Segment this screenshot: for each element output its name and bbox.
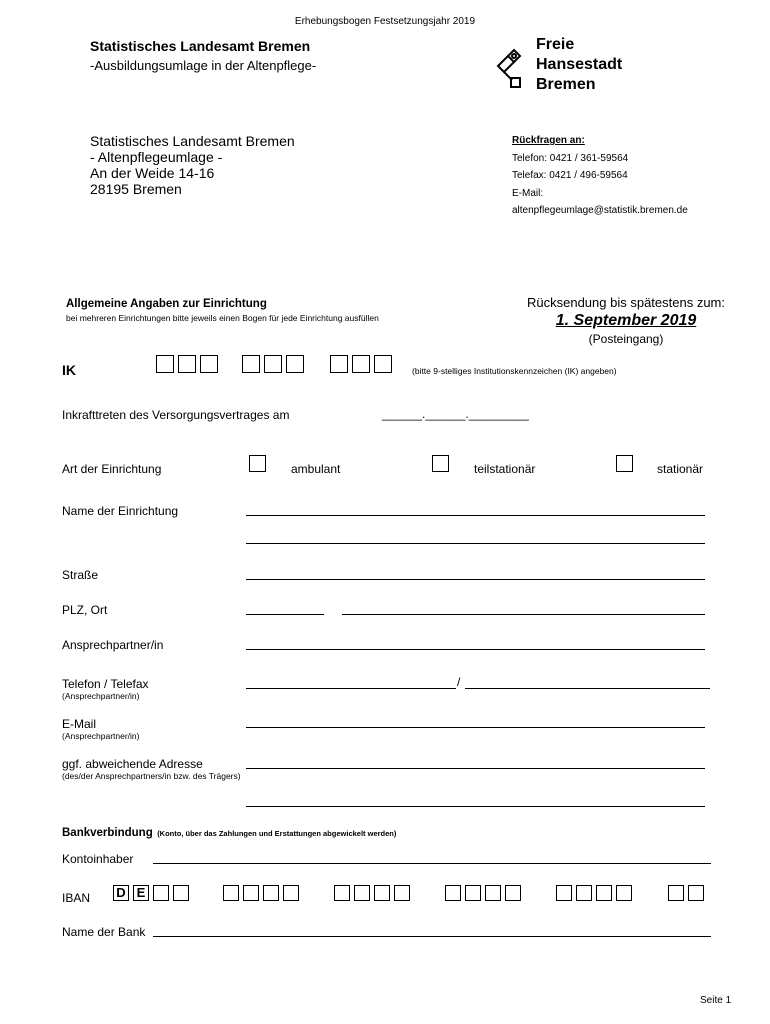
alt-address-sublabel: (des/der Ansprechpartners/in bzw. des Trägers) <box>62 771 241 781</box>
iban-digit-box[interactable] <box>668 885 684 901</box>
ik-digit-box[interactable] <box>352 355 370 373</box>
iban-group-4 <box>445 884 525 902</box>
ik-digit-box[interactable] <box>200 355 218 373</box>
contact-phone: Telefon: 0421 / 361-59564 <box>512 152 629 164</box>
office-name: Statistisches Landesamt Bremen <box>90 38 311 54</box>
iban-digit-box[interactable] <box>173 885 189 901</box>
contact-info <box>512 132 688 220</box>
phone-line[interactable] <box>246 688 456 689</box>
return-address <box>90 133 295 197</box>
section-general-note: bei mehreren Einrichtungen bitte jeweils einen Bogen für jede Einrichtung ausfüllen <box>66 313 379 323</box>
phone-fax-slash: / <box>457 675 461 689</box>
ik-group-3 <box>330 355 396 373</box>
email-line[interactable] <box>246 727 705 728</box>
alt-address-label: ggf. abweichende Adresse <box>62 757 203 771</box>
iban-digit-box[interactable] <box>374 885 390 901</box>
option-stationaer-label: stationär <box>657 462 704 476</box>
iban-digit-box[interactable] <box>688 885 704 901</box>
address-line-1: Statistisches Landesamt Bremen <box>90 133 295 149</box>
iban-digit-box[interactable] <box>223 885 239 901</box>
contract-label: Inkrafttreten des Versorgungsvertrages am <box>62 408 290 422</box>
contact-email: altenpflegeumlage@statistik.bremen.de <box>512 205 688 216</box>
office-subtitle: -Ausbildungsumlage in der Altenpflege- <box>90 58 317 73</box>
iban-country-group <box>113 884 193 902</box>
city-line[interactable] <box>342 614 705 615</box>
street-line[interactable] <box>246 579 705 580</box>
iban-label: IBAN <box>62 891 91 905</box>
contract-date-field[interactable]: ______.______._________ <box>382 407 529 421</box>
bank-title: Bankverbindung <box>62 827 153 839</box>
section-general-title: Allgemeine Angaben zur Einrichtung <box>66 298 267 310</box>
contact-title: Rückfragen an: <box>512 135 585 146</box>
deadline-date: 1. September 2019 <box>555 312 697 329</box>
bremen-coat-of-arms-icon <box>490 44 534 92</box>
iban-digit-box[interactable] <box>485 885 501 901</box>
option-teilstationaer-label: teilstationär <box>474 462 536 476</box>
facility-type-label: Art der Einrichtung <box>62 462 162 476</box>
facility-name-line-2[interactable] <box>246 543 705 544</box>
phone-fax-label: Telefon / Telefax <box>62 677 149 691</box>
option-ambulant-label: ambulant <box>291 462 341 476</box>
iban-digit-box[interactable] <box>576 885 592 901</box>
iban-group-2 <box>223 884 303 902</box>
email-label: E-Mail <box>62 717 97 731</box>
iban-digit-box[interactable] <box>243 885 259 901</box>
iban-digit-box[interactable] <box>465 885 481 901</box>
alt-address-line-1[interactable] <box>246 768 705 769</box>
deadline-note: (Posteingang) <box>588 332 664 346</box>
iban-digit-box[interactable] <box>263 885 279 901</box>
iban-digit-box[interactable] <box>505 885 521 901</box>
alt-address-line-2[interactable] <box>246 806 705 807</box>
address-line-4: 28195 Bremen <box>90 181 182 197</box>
ik-label: IK <box>62 362 76 378</box>
iban-digit-box[interactable] <box>445 885 461 901</box>
iban-group-6 <box>668 884 708 902</box>
zip-city-label: PLZ, Ort <box>62 603 108 617</box>
ik-digit-box[interactable] <box>374 355 392 373</box>
bank-note: (Konto, über das Zahlungen und Erstattungen abgewickelt werden) <box>157 829 397 838</box>
checkbox-ambulant[interactable] <box>249 455 266 472</box>
bank-heading <box>62 823 396 841</box>
ik-digit-box[interactable] <box>330 355 348 373</box>
fax-line[interactable] <box>465 688 710 689</box>
ik-group-1 <box>156 355 222 373</box>
account-holder-label: Kontoinhaber <box>62 852 134 866</box>
iban-digit-box[interactable] <box>394 885 410 901</box>
iban-prefix-d: D <box>113 885 129 901</box>
bank-name-line[interactable] <box>153 936 711 937</box>
ik-digit-box[interactable] <box>264 355 282 373</box>
iban-digit-box[interactable] <box>334 885 350 901</box>
iban-digit-box[interactable] <box>616 885 632 901</box>
ik-digit-box[interactable] <box>178 355 196 373</box>
address-line-3: An der Weide 14-16 <box>90 165 215 181</box>
logo-line-1: Freie <box>536 36 575 53</box>
email-sublabel: (Ansprechpartner/in) <box>62 731 140 741</box>
zip-line[interactable] <box>246 614 324 615</box>
street-label: Straße <box>62 568 99 582</box>
deadline-intro: Rücksendung bis spätestens zum: <box>527 295 725 310</box>
checkbox-stationaer[interactable] <box>616 455 633 472</box>
ik-group-2 <box>242 355 308 373</box>
contact-fax: Telefax: 0421 / 496-59564 <box>512 170 628 181</box>
ik-hint: (bitte 9-stelliges Institutionskennzeichen (IK) angeben) <box>412 366 617 376</box>
survey-title: Erhebungsbogen Festsetzungsjahr 2019 <box>294 16 476 27</box>
iban-digit-box[interactable] <box>283 885 299 901</box>
iban-digit-box[interactable] <box>153 885 169 901</box>
facility-name-label: Name der Einrichtung <box>62 504 179 518</box>
bank-name-label: Name der Bank <box>62 925 146 939</box>
ik-digit-box[interactable] <box>286 355 304 373</box>
iban-digit-box[interactable] <box>354 885 370 901</box>
contact-email-label: E-Mail: <box>512 187 544 199</box>
address-line-2: - Altenpflegeumlage - <box>90 149 223 165</box>
page-number: Seite 1 <box>700 995 732 1006</box>
contact-person-line[interactable] <box>246 649 705 650</box>
checkbox-teilstationaer[interactable] <box>432 455 449 472</box>
contact-person-label: Ansprechpartner/in <box>62 638 164 652</box>
iban-prefix-e: E <box>133 885 149 901</box>
ik-digit-box[interactable] <box>156 355 174 373</box>
logo-line-3: Bremen <box>536 76 596 93</box>
facility-name-line-1[interactable] <box>246 515 705 516</box>
account-holder-line[interactable] <box>153 863 711 864</box>
ik-digit-box[interactable] <box>242 355 260 373</box>
logo-text <box>536 35 622 95</box>
iban-group-5 <box>556 884 636 902</box>
phone-fax-sublabel: (Ansprechpartner/in) <box>62 691 140 701</box>
iban-group-3 <box>334 884 414 902</box>
deadline-block <box>510 295 742 346</box>
logo-line-2: Hansestadt <box>536 56 623 73</box>
iban-digit-box[interactable] <box>556 885 572 901</box>
iban-digit-box[interactable] <box>596 885 612 901</box>
